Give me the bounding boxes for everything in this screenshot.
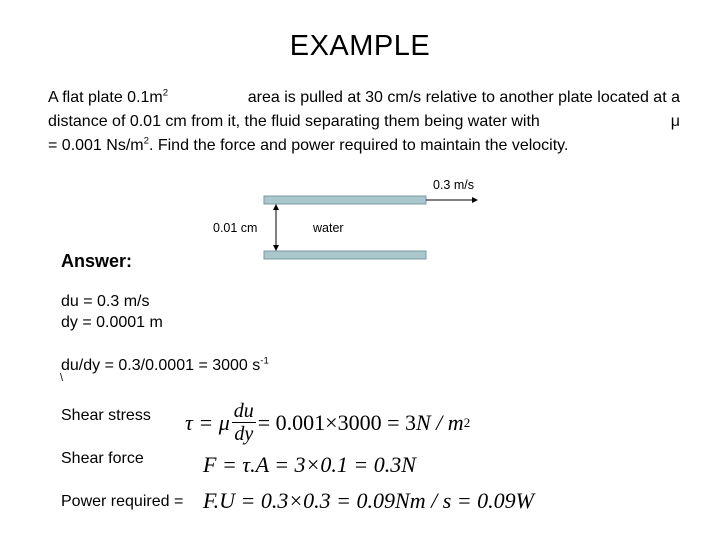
bottom-plate xyxy=(264,251,426,259)
fraction xyxy=(232,400,256,445)
problem-text: distance of 0.01 cm from it, the fluid separating them being water with xyxy=(48,113,540,130)
stray-mark: \ xyxy=(60,372,64,384)
mu-symbol: μ xyxy=(670,113,680,130)
top-plate xyxy=(264,196,426,204)
gradient-text: du/dy = 0.3/0.0001 = 3000 s xyxy=(61,357,261,374)
fraction-numerator: du xyxy=(233,400,254,422)
du-value: du = 0.3 m/s xyxy=(61,293,150,310)
problem-text: = 0.001 Ns/m xyxy=(48,137,144,154)
problem-text: area is pulled at 30 cm/s relative to another plate located at a xyxy=(247,89,680,106)
power-label: Power required = xyxy=(61,493,184,510)
answer-heading: Answer: xyxy=(61,251,133,271)
shear-stress-label: Shear stress xyxy=(61,407,151,424)
problem-text: A flat plate 0.1m xyxy=(48,89,163,106)
superscript: 2 xyxy=(162,87,169,99)
velocity-gradient xyxy=(61,357,269,375)
dy-value: dy = 0.0001 m xyxy=(61,314,163,331)
shear-force-label: Shear force xyxy=(61,450,144,467)
fluid-label: water xyxy=(313,221,344,235)
eq-unit: N / m xyxy=(416,409,464,435)
shear-stress-equation: τ = μ $\frac{du}{dy}$ = 0.001×3000 = 3 N / m 2 xyxy=(185,400,471,445)
gap-label: 0.01 cm xyxy=(213,221,258,235)
eq-lhs: τ = μ xyxy=(185,409,230,435)
page-title: EXAMPLE xyxy=(289,30,431,62)
superscript: -1 xyxy=(260,355,269,367)
eq-rhs: = 0.001×3000 = 3 xyxy=(257,409,416,435)
problem-text: . Find the force and power required to maintain the velocity. xyxy=(148,137,569,154)
fraction-denominator: dy xyxy=(234,423,254,445)
superscript: 2 xyxy=(143,135,149,147)
shear-force-equation: F = τ.A = 3×0.1 = 0.3N xyxy=(203,452,416,477)
velocity-label: 0.3 m/s xyxy=(433,178,474,192)
power-equation: F.U = 0.3×0.3 = 0.09Nm / s = 0.09W xyxy=(203,488,534,513)
